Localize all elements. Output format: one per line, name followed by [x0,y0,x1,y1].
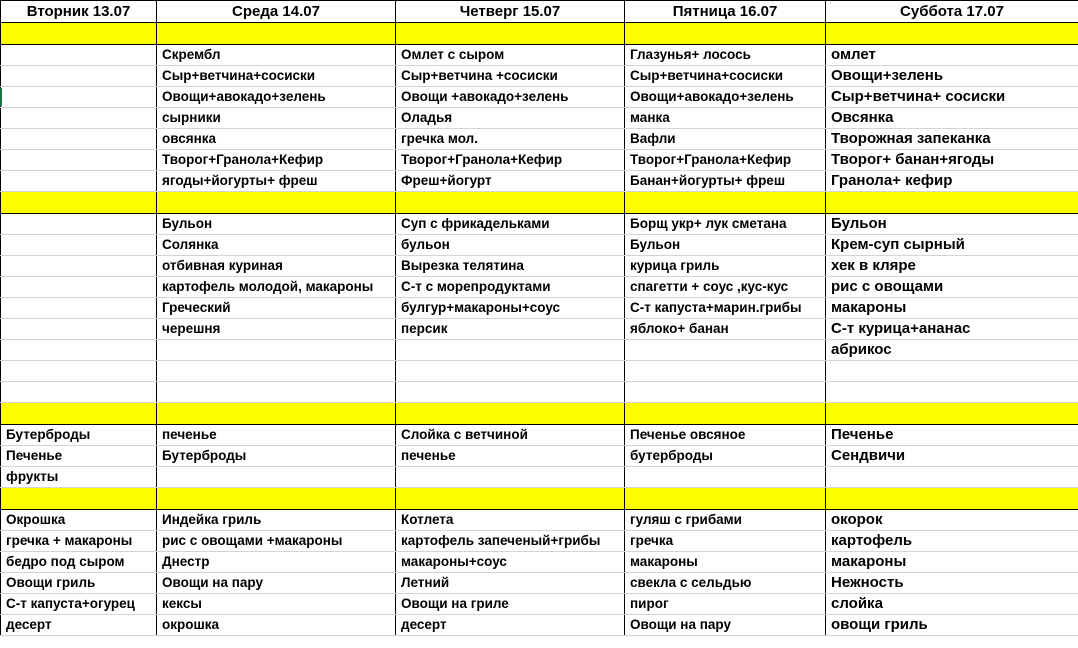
menu-cell[interactable]: Индейка гриль [157,510,396,531]
menu-cell[interactable]: Овощи+зелень [826,66,1078,87]
separator-cell[interactable] [157,23,396,45]
menu-cell[interactable]: абрикос [826,340,1078,361]
menu-cell[interactable]: Греческий [157,298,396,319]
menu-cell[interactable]: картофель молодой, макароны [157,277,396,298]
menu-cell[interactable]: слойка [826,594,1078,615]
meal-separator-row [1,23,1078,45]
menu-row [1,594,1078,615]
menu-cell[interactable]: Котлета [396,510,625,531]
menu-row [1,277,1078,298]
separator-cell[interactable] [157,403,396,425]
menu-cell[interactable] [157,382,396,403]
menu-cell[interactable]: персик [396,319,625,340]
menu-cell[interactable] [157,361,396,382]
menu-cell[interactable]: Вафли [625,129,826,150]
menu-row [1,171,1078,192]
menu-cell[interactable]: Овощи +авокадо+зелень [396,87,625,108]
separator-cell[interactable] [826,488,1078,510]
menu-cell[interactable]: бедро под сыром [1,552,157,573]
menu-cell[interactable]: Бульон [157,214,396,235]
menu-cell[interactable] [1,45,157,66]
menu-cell[interactable]: Овощи гриль [1,573,157,594]
separator-cell[interactable] [625,403,826,425]
menu-row [1,150,1078,171]
menu-row [1,361,1078,382]
menu-cell[interactable]: овсянка [157,129,396,150]
menu-cell[interactable]: Творог+Гранола+Кефир [625,150,826,171]
menu-cell[interactable]: ягоды+йогурты+ фреш [157,171,396,192]
menu-cell[interactable] [1,361,157,382]
separator-cell[interactable] [157,488,396,510]
menu-cell[interactable]: рис с овощами [826,277,1078,298]
menu-cell[interactable]: Сыр+ветчина+сосиски [625,66,826,87]
menu-cell[interactable]: печенье [157,425,396,446]
menu-cell[interactable]: Овощи+авокадо+зелень [157,87,396,108]
menu-row [1,531,1078,552]
menu-cell[interactable]: Овсянка [826,108,1078,129]
menu-cell[interactable] [1,277,157,298]
day-header[interactable]: Суббота 17.07 [826,1,1078,23]
menu-cell[interactable]: булгур+макароны+соус [396,298,625,319]
separator-cell[interactable] [1,488,157,510]
menu-cell[interactable]: хек в кляре [826,256,1078,277]
menu-cell[interactable] [1,340,157,361]
menu-cell[interactable] [1,256,157,277]
menu-row [1,382,1078,403]
menu-cell[interactable]: гречка + макароны [1,531,157,552]
menu-cell[interactable] [1,382,157,403]
menu-cell[interactable]: Днестр [157,552,396,573]
menu-row [1,45,1078,66]
menu-cell[interactable]: рис с овощами +макароны [157,531,396,552]
menu-row [1,615,1078,636]
menu-cell[interactable] [826,361,1078,382]
menu-cell[interactable] [1,150,157,171]
separator-cell[interactable] [826,403,1078,425]
menu-row [1,108,1078,129]
menu-row [1,510,1078,531]
separator-cell[interactable] [625,488,826,510]
menu-cell[interactable]: Фреш+йогурт [396,171,625,192]
separator-cell[interactable] [625,23,826,45]
menu-cell[interactable]: макароны [826,552,1078,573]
menu-cell[interactable]: курица гриль [625,256,826,277]
menu-cell[interactable] [1,108,157,129]
menu-cell[interactable]: Бутерброды [157,446,396,467]
menu-cell[interactable]: Гранола+ кефир [826,171,1078,192]
menu-cell[interactable] [1,66,157,87]
menu-row [1,446,1078,467]
menu-row [1,319,1078,340]
menu-cell[interactable]: Бульон [826,214,1078,235]
menu-cell[interactable] [1,129,157,150]
day-header[interactable]: Пятница 16.07 [625,1,826,23]
separator-cell[interactable] [396,192,625,214]
menu-cell[interactable]: фрукты [1,467,157,488]
menu-cell[interactable]: Сендвичи [826,446,1078,467]
menu-cell[interactable] [625,361,826,382]
menu-cell[interactable]: Сыр+ветчина+сосиски [157,66,396,87]
menu-cell[interactable]: Слойка с ветчиной [396,425,625,446]
menu-cell[interactable] [396,382,625,403]
day-header[interactable]: Вторник 13.07 [1,1,157,23]
menu-cell[interactable] [1,214,157,235]
menu-cell[interactable]: бульон [396,235,625,256]
menu-cell[interactable]: Оладья [396,108,625,129]
menu-cell[interactable]: Бутерброды [1,425,157,446]
menu-row [1,573,1078,594]
day-header[interactable]: Четверг 15.07 [396,1,625,23]
menu-row [1,66,1078,87]
menu-cell[interactable]: кексы [157,594,396,615]
menu-cell[interactable]: С-т курица+ананас [826,319,1078,340]
menu-cell[interactable]: Овощи на пару [625,615,826,636]
menu-cell[interactable]: спагетти + соус ,кус-кус [625,277,826,298]
menu-cell[interactable]: картофель [826,531,1078,552]
menu-cell[interactable] [625,467,826,488]
meal-separator-row [1,192,1078,214]
menu-cell[interactable]: Сыр+ветчина+ сосиски [826,87,1078,108]
menu-cell[interactable]: макароны+соус [396,552,625,573]
separator-cell[interactable] [1,403,157,425]
menu-cell[interactable]: Творог+ банан+ягоды [826,150,1078,171]
meal-separator-row [1,488,1078,510]
menu-cell[interactable]: окорок [826,510,1078,531]
menu-cell[interactable]: омлет [826,45,1078,66]
menu-cell[interactable] [396,361,625,382]
menu-cell[interactable]: десерт [1,615,157,636]
menu-cell[interactable]: яблоко+ банан [625,319,826,340]
menu-row [1,298,1078,319]
menu-row [1,235,1078,256]
menu-cell[interactable]: печенье [396,446,625,467]
menu-cell[interactable]: Печенье [826,425,1078,446]
menu-cell[interactable]: черешня [157,319,396,340]
menu-cell[interactable] [396,340,625,361]
menu-cell[interactable]: Омлет с сыром [396,45,625,66]
menu-cell[interactable] [625,340,826,361]
day-header[interactable]: Среда 14.07 [157,1,396,23]
menu-cell[interactable]: макароны [625,552,826,573]
separator-cell[interactable] [1,192,157,214]
menu-cell[interactable] [1,171,157,192]
menu-row [1,340,1078,361]
menu-cell[interactable]: Творог+Гранола+Кефир [157,150,396,171]
header-row [1,1,1078,23]
menu-cell[interactable]: Печенье [1,446,157,467]
menu-cell[interactable]: гуляш с грибами [625,510,826,531]
menu-cell[interactable]: макароны [826,298,1078,319]
menu-cell[interactable]: Банан+йогурты+ фреш [625,171,826,192]
menu-cell[interactable] [625,382,826,403]
menu-cell[interactable]: сырники [157,108,396,129]
menu-cell[interactable]: картофель запеченый+грибы [396,531,625,552]
separator-cell[interactable] [396,23,625,45]
menu-cell[interactable]: С-т капуста+марин.грибы [625,298,826,319]
menu-cell[interactable]: Творожная запеканка [826,129,1078,150]
menu-cell[interactable]: Скрембл [157,45,396,66]
menu-row [1,129,1078,150]
menu-cell[interactable]: манка [625,108,826,129]
menu-cell[interactable]: отбивная куриная [157,256,396,277]
separator-cell[interactable] [625,192,826,214]
menu-cell[interactable] [157,467,396,488]
menu-cell[interactable]: Сыр+ветчина +сосиски [396,66,625,87]
menu-cell[interactable]: Окрошка [1,510,157,531]
menu-row [1,87,1078,108]
menu-cell[interactable] [1,87,157,108]
meal-separator-row [1,403,1078,425]
menu-cell[interactable]: Овощи на гриле [396,594,625,615]
menu-cell[interactable]: Овощи на пару [157,573,396,594]
menu-cell[interactable]: Овощи+авокадо+зелень [625,87,826,108]
menu-cell[interactable] [1,319,157,340]
menu-cell[interactable]: Бульон [625,235,826,256]
menu-cell[interactable]: Летний [396,573,625,594]
separator-cell[interactable] [1,23,157,45]
menu-cell[interactable]: С-т капуста+огурец [1,594,157,615]
menu-cell[interactable]: Вырезка телятина [396,256,625,277]
menu-cell[interactable]: десерт [396,615,625,636]
menu-cell[interactable]: окрошка [157,615,396,636]
menu-cell[interactable]: овощи гриль [826,615,1078,636]
menu-cell[interactable]: Солянка [157,235,396,256]
menu-row [1,256,1078,277]
separator-cell[interactable] [826,192,1078,214]
separator-cell[interactable] [157,192,396,214]
active-row-marker [0,88,2,106]
menu-cell[interactable]: Суп с фрикадельками [396,214,625,235]
menu-cell[interactable] [1,298,157,319]
menu-cell[interactable]: Нежность [826,573,1078,594]
menu-cell[interactable] [826,467,1078,488]
menu-row [1,552,1078,573]
menu-cell[interactable]: свекла с сельдью [625,573,826,594]
menu-cell[interactable]: Борщ укр+ лук сметана [625,214,826,235]
menu-cell[interactable]: С-т с морепродуктами [396,277,625,298]
menu-cell[interactable] [1,235,157,256]
menu-cell[interactable] [826,382,1078,403]
menu-row [1,425,1078,446]
menu-cell[interactable]: Крем-суп сырный [826,235,1078,256]
menu-row [1,214,1078,235]
separator-cell[interactable] [826,23,1078,45]
menu-cell[interactable]: пирог [625,594,826,615]
menu-cell[interactable]: гречка [625,531,826,552]
menu-cell[interactable]: Печенье овсяное [625,425,826,446]
menu-cell[interactable]: Глазунья+ лосось [625,45,826,66]
menu-cell[interactable]: гречка мол. [396,129,625,150]
menu-cell[interactable] [396,467,625,488]
menu-cell[interactable]: бутерброды [625,446,826,467]
menu-row [1,467,1078,488]
separator-cell[interactable] [396,488,625,510]
separator-cell[interactable] [396,403,625,425]
menu-cell[interactable] [157,340,396,361]
menu-cell[interactable]: Творог+Гранола+Кефир [396,150,625,171]
